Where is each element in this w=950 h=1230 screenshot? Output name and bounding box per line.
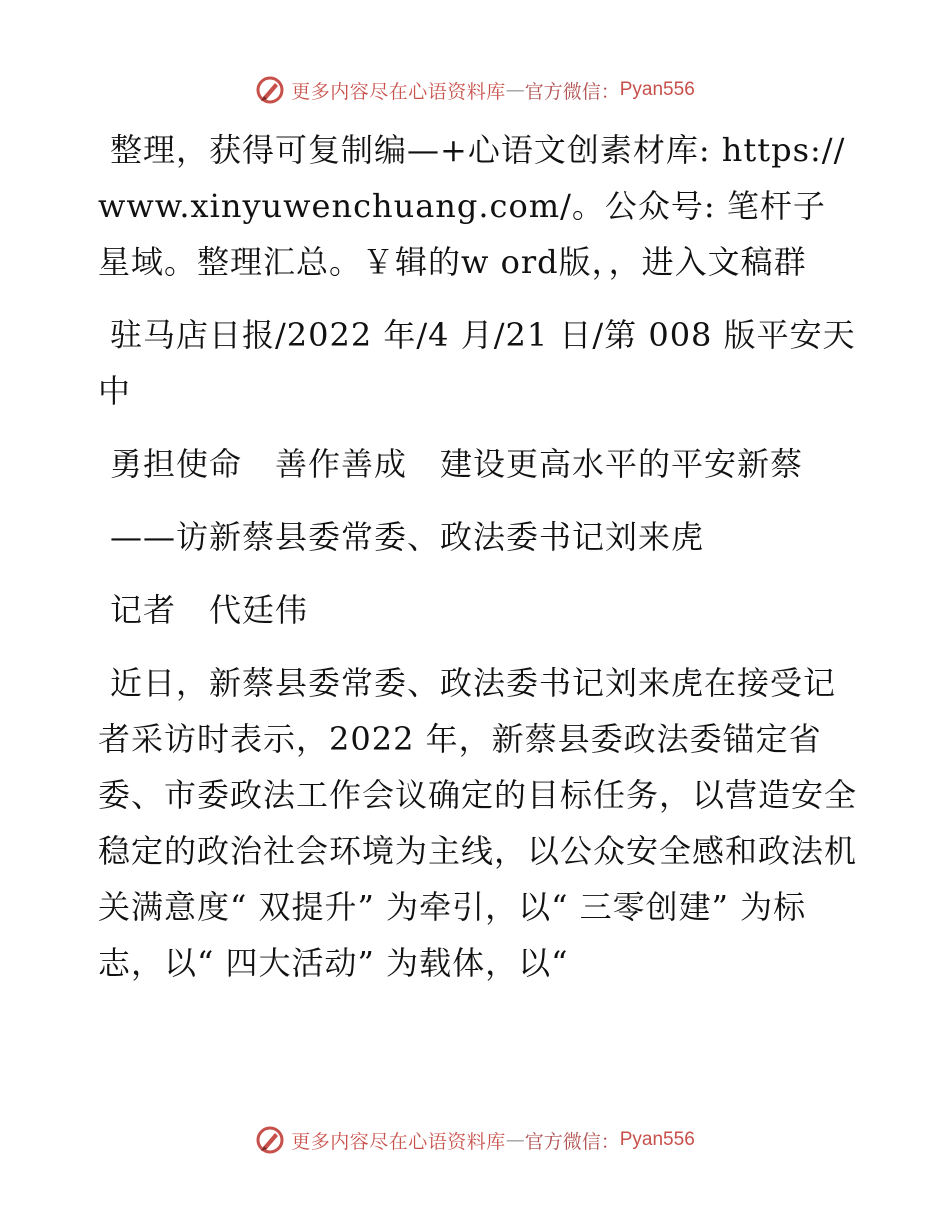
footer-watermark (0, 1120, 950, 1160)
watermark-id: Pyan556 (619, 1129, 695, 1150)
watermark-dash: — (505, 1129, 525, 1151)
article-byline: 记者 代廷伟 (110, 591, 309, 629)
paragraph-body: 近日，新蔡县委常委、政法委书记刘来虎在接受记者采访时表示，2022 年，新蔡县委政法委锚定省委、市委政法工作会议确定的目标任务，以营造安全稳定的政治社会环境为主线，以公众安全感和政法机关满意度“ 双提升” 为牵引，以“ 三零创建” 为标志，以“ 四大活动” 为载体，以“ (98, 664, 858, 982)
article-subtitle: ——访新蔡县委常委、政法委书记刘来虎 (110, 518, 705, 556)
watermark-sub: 官方微信： (524, 80, 620, 103)
watermark-brand: 更多内容尽在心语资料库 (291, 1130, 506, 1153)
watermark-sub: 官方微信： (524, 1130, 620, 1153)
watermark-dash: — (505, 79, 525, 101)
paragraph-intro: 整理，获得可复制编—+心语文创素材库: https://www.xinyuwenchuang.com/。公众号: 笔杆子星域。整理汇总。￥辑的w ord版，，进入文稿群 (98, 131, 846, 281)
watermark-brand: 更多内容尽在心语资料库 (291, 80, 506, 103)
article-title: 勇担使命 善作善成 建设更高水平的平安新蔡 (110, 445, 804, 483)
pen-logo-icon (255, 1125, 285, 1155)
watermark-id: Pyan556 (619, 79, 695, 100)
paragraph-source: 驻马店日报/2022 年/4 月/21 日/第 008 版平安天中 (98, 316, 856, 410)
header-watermark (0, 70, 950, 110)
document-body (98, 122, 858, 1008)
pen-logo-icon (255, 75, 285, 105)
